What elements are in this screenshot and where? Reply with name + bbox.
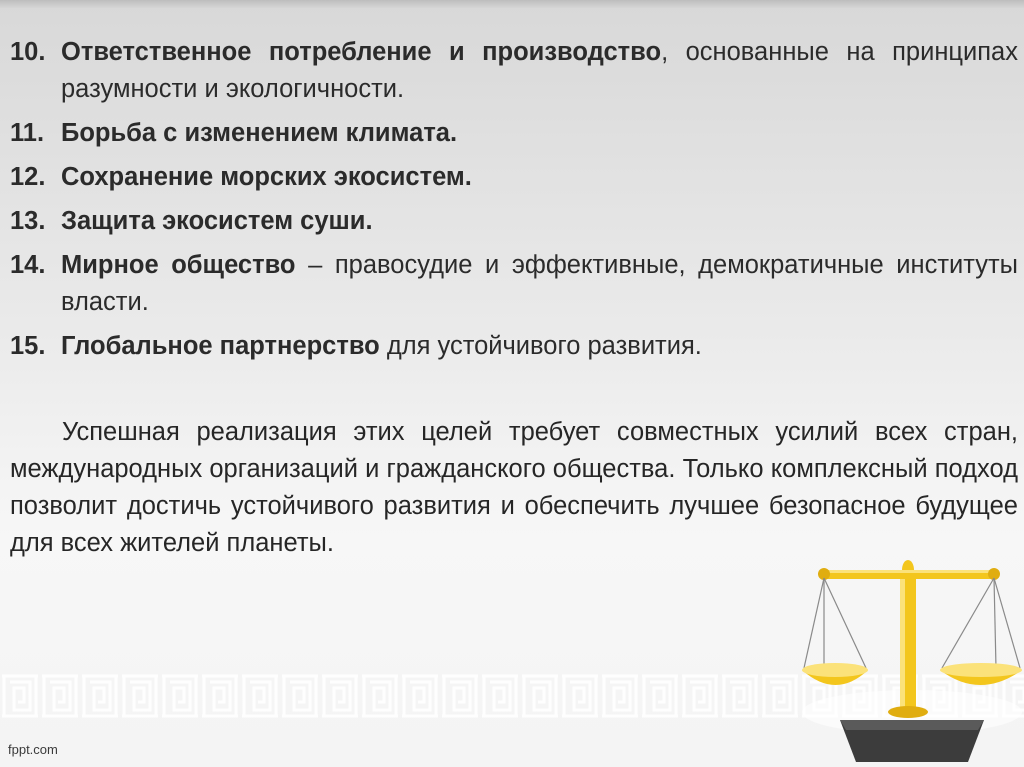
item-number: 13. [10, 207, 46, 235]
item-title: Глобальное партнерство [61, 332, 380, 360]
item-text: – правосудие и эффективные, демократичные институты власти. [61, 251, 1018, 316]
item-text: для устойчивого развития. [379, 332, 702, 360]
item-title: Ответственное потребление и производство [61, 38, 662, 66]
item-number: 12. [10, 163, 46, 191]
item-text: , основанные на принципах разумности и экологичности. [61, 38, 1018, 103]
item-title: Сохранение морских экосистем. [61, 163, 472, 191]
list-item [10, 159, 1018, 196]
balance-scales-icon [800, 552, 1024, 767]
list-item [10, 203, 1018, 240]
conclusion-paragraph [10, 414, 1018, 562]
item-number: 14. [10, 251, 46, 279]
item-title: Мирное общество [61, 251, 296, 279]
list-item [10, 34, 1018, 108]
list-item [10, 328, 1018, 365]
item-title: Защита экосистем суши. [61, 207, 373, 235]
list-item [10, 115, 1018, 152]
item-number: 11. [10, 119, 45, 147]
item-number: 10. [10, 38, 46, 66]
goals-list [10, 34, 1018, 372]
list-item [10, 247, 1018, 321]
brand-logo: fppt.com [8, 742, 58, 757]
paragraph-text: Успешная реализация этих целей требует совместных усилий всех стран, международных организаций и гражданского общества. Только комплексный подход позволит достичь устойчивого развития и обеспечить лучшее безопасное будущее для всех жителей планеты. [10, 418, 1018, 557]
item-title: Борьба с изменением климата. [61, 119, 458, 147]
item-number: 15. [10, 332, 46, 360]
